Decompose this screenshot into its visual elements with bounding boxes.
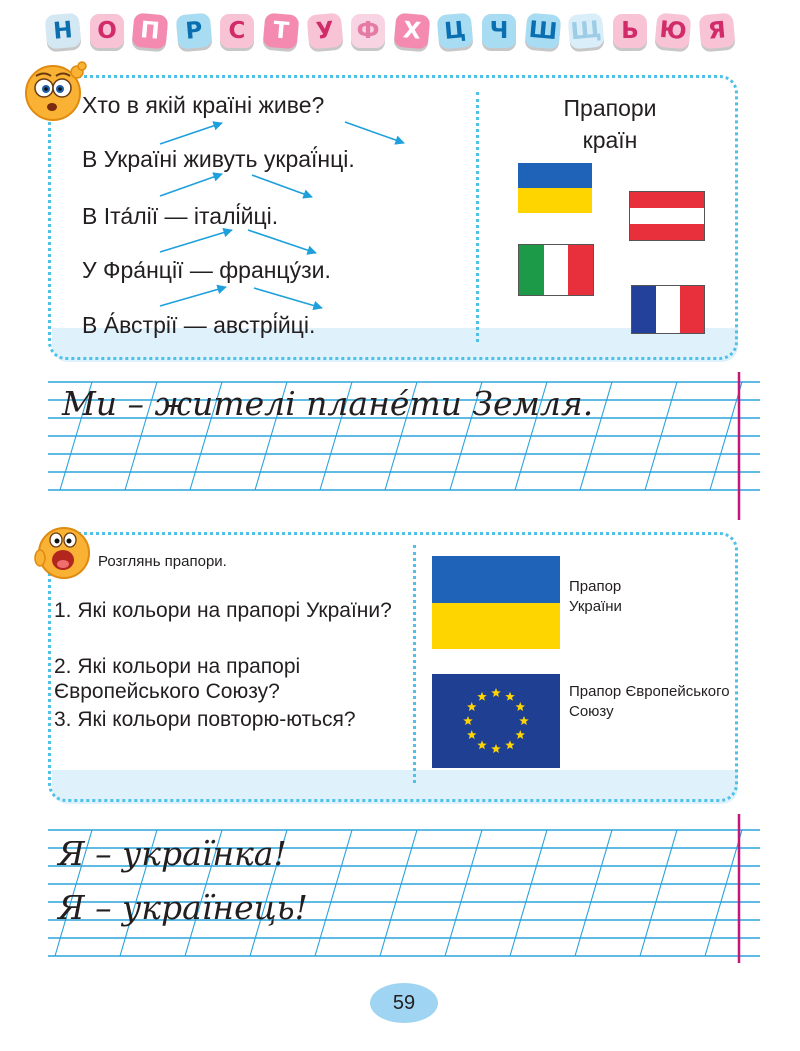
alphabet-letter-tile: Ч xyxy=(482,14,516,48)
france-flag xyxy=(631,285,705,334)
alphabet-letter-tile: Щ xyxy=(568,13,605,50)
section2-question-3: 3. Які кольори повторю-ються? xyxy=(54,708,356,731)
copybook-text-2b: Я – українець! xyxy=(58,888,308,927)
alphabet-letter-tile: С xyxy=(220,14,254,48)
alphabet-letter-tile: Ь xyxy=(613,14,647,48)
alphabet-letter-tile: Ш xyxy=(525,13,562,50)
section2-intro: Розглянь прапори. xyxy=(98,553,227,570)
section1-line-2: В Іта́лії — італі́йці. xyxy=(82,203,279,229)
alphabet-letter-tile: Т xyxy=(263,13,300,50)
alphabet-letter-tile: Я xyxy=(699,13,736,50)
alphabet-letter-tile: Х xyxy=(394,13,431,50)
alphabet-letter-tile: Н xyxy=(45,13,82,50)
alphabet-letter-tile: О xyxy=(90,14,124,48)
copybook-text-1: Ми – жителі плане́ти Земля. xyxy=(62,384,594,423)
alphabet-letter-tile: Ф xyxy=(351,14,385,48)
section1-question: Хто в якій країні живе? xyxy=(82,92,325,118)
eu-flag xyxy=(432,674,560,768)
page-number: 59 xyxy=(370,983,438,1023)
ukraine-flag-caption: Прапор України xyxy=(569,578,622,615)
alphabet-letter-tile: Ц xyxy=(437,13,474,50)
alphabet-letter-tile: Р xyxy=(176,13,213,50)
alphabet-letter-tile: У xyxy=(307,13,344,50)
austria-flag xyxy=(629,191,705,241)
flags-title: Прапори країн xyxy=(563,95,657,153)
alphabet-letter-tile: П xyxy=(132,13,169,50)
italy-flag xyxy=(518,244,594,296)
alphabet-letter-tile: Ю xyxy=(655,13,692,50)
section2-question-2: 2. Які кольори на прапорі Європейського Союзу? xyxy=(54,655,301,703)
section1-line-1: В Україні живуть украї́нці. xyxy=(82,146,355,172)
ukraine-flag-small xyxy=(518,163,592,213)
copybook-text-2a: Я – українка! xyxy=(58,834,287,873)
vertical-divider-2 xyxy=(413,545,416,783)
section2-question-1: 1. Які кольори на прапорі України? xyxy=(54,599,392,622)
section1-line-3: У Фра́нції — францу́зи. xyxy=(82,257,331,283)
ukraine-flag-large xyxy=(432,556,560,649)
surprised-emoji-icon xyxy=(32,518,92,580)
section1-line-4: В А́встрії — австрі́йці. xyxy=(82,312,316,338)
eu-flag-caption: Прапор Європейського Союзу xyxy=(569,683,730,720)
